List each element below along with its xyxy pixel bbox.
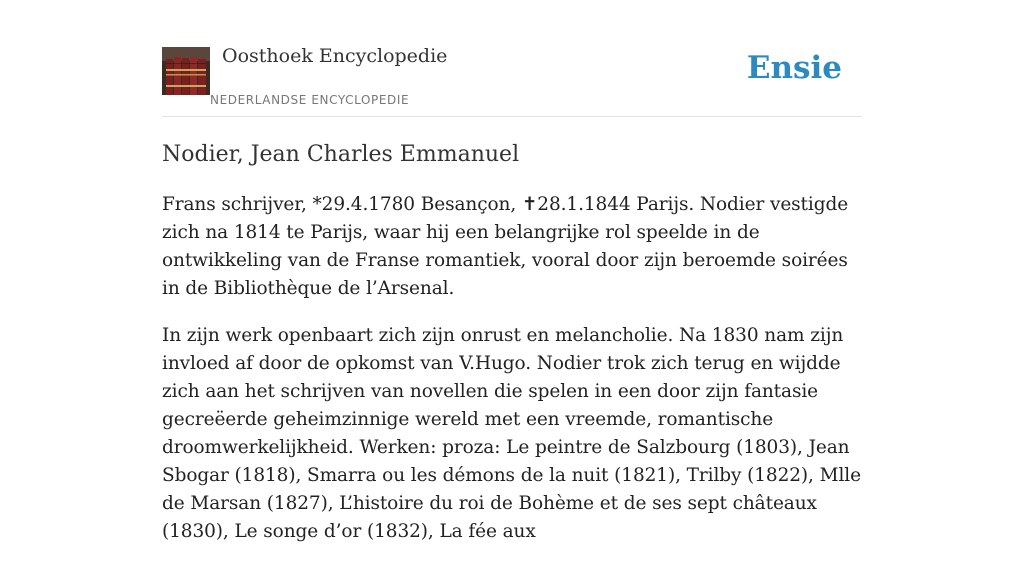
article-paragraph: Frans schrijver, *29.4.1780 Besançon, ✝28.1.1844 Parijs. Nodier vestigde zich na 1814 te Parijs, waar hij een belangrijke rol speelde in de ontwikkeling van de Franse romantiek, vooral door zijn beroemde soirées in de Bibliothèque de l’Arsenal.	[162, 194, 849, 299]
ensie-logo[interactable]: Ensie	[746, 50, 842, 86]
site-subtitle: NEDERLANDSE ENCYCLOPEDIE	[210, 93, 410, 107]
site-header	[162, 0, 862, 117]
article-title: Nodier, Jean Charles Emmanuel	[162, 142, 520, 167]
article-paragraph: In zijn werk openbaart zich zijn onrust en melancholie. Na 1830 nam zijn invloed af door de opkomst van V.Hugo. Nodier trok zich terug en wijdde zich aan het schrijven van novellen die spelen in een door zijn fantasie gecreëerde geheimzinnige wereld met een vreemde, romantische droomwerkelijkheid. Werken: proza: Le peintre de Salzbourg (1803), Jean Sbogar (1818), Smarra ou les démons de la nuit (1821), Trilby (1822), Mlle de Marsan (1827), L’histoire du roi de Bohème et de ses sept châteaux (1830), Le songe d’or (1832), La fée aux	[162, 325, 861, 542]
books-icon	[162, 47, 210, 95]
site-title[interactable]: Oosthoek Encyclopedie	[222, 45, 448, 67]
encyclopedia-books-avatar[interactable]	[162, 47, 210, 95]
article	[162, 138, 862, 565]
